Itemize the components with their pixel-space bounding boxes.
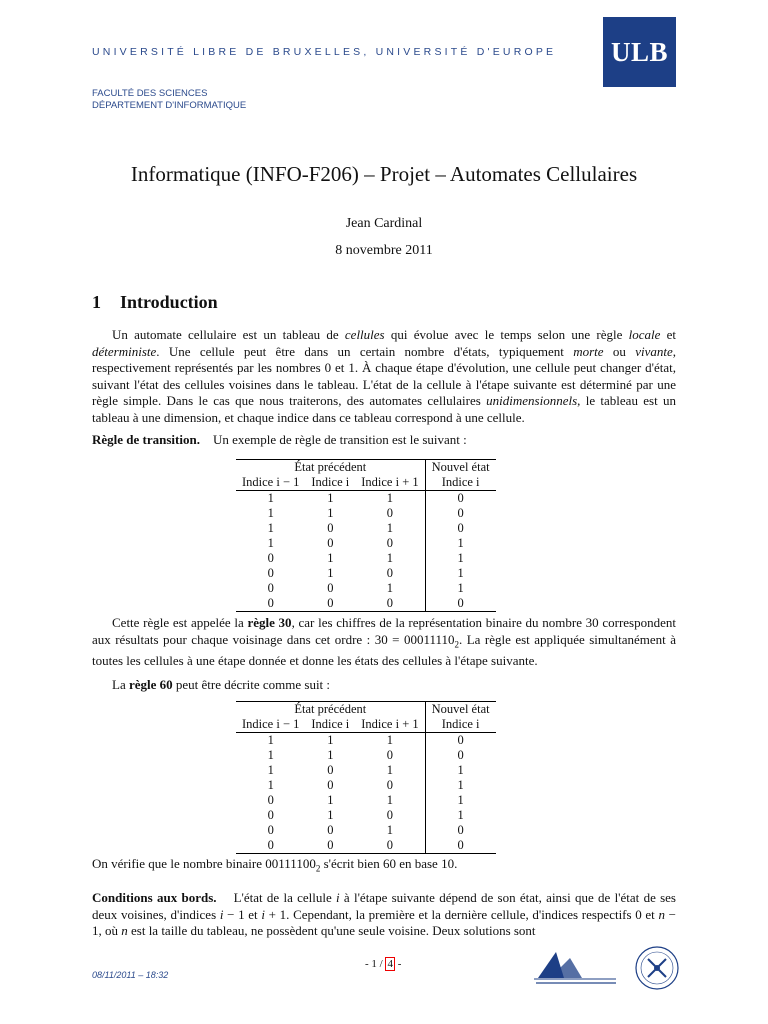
table-cell: 0 <box>386 778 394 792</box>
table-cell: 0 <box>425 506 495 521</box>
table-cell: 0 <box>425 733 495 749</box>
table-cell: 1 <box>425 808 495 823</box>
table-cell: 0 <box>425 823 495 838</box>
table-cell: 0 <box>386 808 394 822</box>
author: Jean Cardinal <box>345 216 423 231</box>
header-col-new: Indice i <box>425 475 495 491</box>
document-title: Informatique (INFO-F206) – Projet – Automates Cellulaires <box>130 162 638 186</box>
table-cell: 1 <box>425 778 495 793</box>
table-cell: 1 <box>386 581 394 595</box>
table-cell: 0 <box>267 823 274 837</box>
transition-text: Un exemple de règle de transition est le suivant : <box>212 432 467 447</box>
transition-heading: Règle de transition. <box>92 432 200 447</box>
header-col-i: Indice i <box>305 717 355 733</box>
table-cell: 1 <box>327 551 334 565</box>
table-cell: 1 <box>327 506 334 520</box>
table-cell: 1 <box>425 763 495 778</box>
table-cell: 0 <box>305 596 355 612</box>
table-cell: 1 <box>327 748 334 762</box>
footer-timestamp: 08/11/2011 – 18:32 <box>92 970 169 980</box>
rule30-table <box>236 459 496 612</box>
intro-paragraph: Un automate cellulaire est un tableau de cellules qui évolue avec le temps selon une règle locale et déterministe. Une cellule peut être dans un certain nombre d'états, typiquement morte ou vivante, respectivement représentés par les nombres 0 et 1. À chaque étape d'évolution, une cellule peut changer d'état, suivant l'état des cellules voisines dans le tableau. L'état de la cellule à l'étape suivante est déterminé par une règle simple. Dans le cas que nous traiterons, des automates cellulaires unidimensionnels, le tableau est un tableau à une dimension, et chaque indice dans ce tableau correspond à une cellule. <box>92 327 677 425</box>
header-previous-state: État précédent <box>236 702 425 718</box>
table-cell: 1 <box>386 521 394 535</box>
table-cell: 0 <box>425 521 495 536</box>
table-cell: 1 <box>327 793 334 807</box>
faculty-name: FACULTÉ DES SCIENCES <box>92 88 208 99</box>
table-cell: 0 <box>425 596 495 612</box>
table-cell: 0 <box>305 838 355 854</box>
table-cell: 0 <box>267 793 274 807</box>
ulb-logo-text: ULB <box>610 36 669 67</box>
table-cell: 1 <box>267 763 274 777</box>
header-col-i-minus-1: Indice i − 1 <box>236 475 305 491</box>
table-cell: 1 <box>425 536 495 551</box>
table-row <box>236 808 496 823</box>
document-date: 8 novembre 2011 <box>335 243 433 258</box>
header-col-i-plus-1: Indice i + 1 <box>355 717 425 733</box>
table-row <box>236 566 496 581</box>
table-cell: 1 <box>267 778 274 792</box>
table-cell: 0 <box>327 763 334 777</box>
table-row <box>236 536 496 551</box>
table-cell: 1 <box>267 733 274 747</box>
table-cell: 0 <box>327 581 334 595</box>
table-cell: 1 <box>267 506 274 520</box>
section-number: 1 <box>92 292 101 312</box>
table-cell: 0 <box>327 536 334 550</box>
header-col-i-minus-1: Indice i − 1 <box>236 717 305 733</box>
table-cell: 0 <box>267 551 274 565</box>
faculty-block <box>92 88 246 112</box>
table-cell: 0 <box>355 596 425 612</box>
transition-paragraph <box>92 432 676 449</box>
table-cell: 0 <box>386 566 394 580</box>
table-row <box>236 506 496 521</box>
table-cell: 0 <box>386 748 394 762</box>
table-cell: 1 <box>386 823 394 837</box>
table-row <box>236 596 496 612</box>
table-cell: 0 <box>327 823 334 837</box>
table-row <box>236 521 496 536</box>
table-cell: 0 <box>425 748 495 763</box>
header-previous-state: État précédent <box>236 460 425 476</box>
table-row <box>236 551 496 566</box>
table-cell: 1 <box>327 733 334 747</box>
table-cell: 0 <box>267 808 274 822</box>
university-name: UNIVERSITÉ LIBRE DE BRUXELLES, UNIVERSITÉ D'EUROPE <box>92 46 557 58</box>
table-cell: 1 <box>327 566 334 580</box>
department-name: DÉPARTEMENT D'INFORMATIQUE <box>92 100 247 111</box>
page-number: - 1 / 4 - <box>365 958 402 970</box>
table-cell: 1 <box>267 521 274 535</box>
table-cell: 0 <box>386 536 394 550</box>
rule60-check: On vérifie que le nombre binaire $00111100_2$ s'écrit bien 60 en base 10. <box>92 856 458 874</box>
table-cell: 1 <box>386 763 394 777</box>
table-cell: 1 <box>327 808 334 822</box>
table-cell: 1 <box>425 793 495 808</box>
header-col-new: Indice i <box>425 717 495 733</box>
table-cell: 1 <box>267 491 274 505</box>
ulb-logo <box>603 17 676 87</box>
table-row <box>236 733 496 749</box>
table-cell: 1 <box>425 551 495 566</box>
table-row <box>236 838 496 854</box>
table-row <box>236 778 496 793</box>
table-cell: 1 <box>327 491 334 505</box>
table-cell: 1 <box>425 581 495 596</box>
table-cell: 0 <box>386 506 394 520</box>
table-row <box>236 763 496 778</box>
table-cell: 1 <box>267 536 274 550</box>
table-cell: 1 <box>425 566 495 581</box>
table-cell: 0 <box>267 566 274 580</box>
table-cell: 1 <box>386 733 394 747</box>
table-cell: 0 <box>355 838 425 854</box>
borders-paragraph: Conditions aux bords. L'état de la cellule i à l'étape suivante dépend de son état, ainsi que de l'état de ses deux voisines, d'indices i − 1 et i + 1. Cependant, la première et la dernière cellule, d'indices respectifs 0 et n − 1, où n est la taille du tableau, ne possèdent qu'une seule voisine. Deux solutions sont <box>92 890 676 938</box>
table-cell: 1 <box>267 748 274 762</box>
table-row <box>236 748 496 763</box>
table-row <box>236 823 496 838</box>
borders-heading: Conditions aux bords. <box>92 890 217 905</box>
page-total-link[interactable]: 4 <box>387 958 393 970</box>
header-new-state: Nouvel état <box>425 702 495 718</box>
table-cell: 0 <box>327 778 334 792</box>
table-cell: 1 <box>386 793 394 807</box>
table-cell: 0 <box>327 521 334 535</box>
table-row <box>236 491 496 507</box>
table-cell: 0 <box>425 491 495 507</box>
rule30-paragraph: Cette règle est appelée la règle 30, car les chiffres de la représentation binaire du nombre 30 correspondent aux résultats pour chaque voisinage dans cet ordre : $30 = 00011110_2$. La règle est appliquée simultanément à toutes les cellules à une étape donnée et donne les états des cellules à l'étape suivante. <box>92 615 676 668</box>
rule60-intro: La règle 60 peut être décrite comme suit : <box>112 677 331 692</box>
academie-logo-icon <box>530 948 622 988</box>
section-title: Introduction <box>120 292 218 312</box>
section-heading <box>92 292 218 313</box>
header-col-i: Indice i <box>305 475 355 491</box>
table-row <box>236 581 496 596</box>
table-cell: 1 <box>386 491 394 505</box>
university-seal-icon <box>634 945 680 991</box>
header-new-state: Nouvel état <box>425 460 495 476</box>
table-cell: 0 <box>236 596 305 612</box>
table-cell: 0 <box>425 838 495 854</box>
table-cell: 1 <box>386 551 394 565</box>
header-col-i-plus-1: Indice i + 1 <box>355 475 425 491</box>
rule60-table <box>236 701 496 854</box>
table-row <box>236 793 496 808</box>
table-cell: 0 <box>236 838 305 854</box>
table-cell: 0 <box>267 581 274 595</box>
